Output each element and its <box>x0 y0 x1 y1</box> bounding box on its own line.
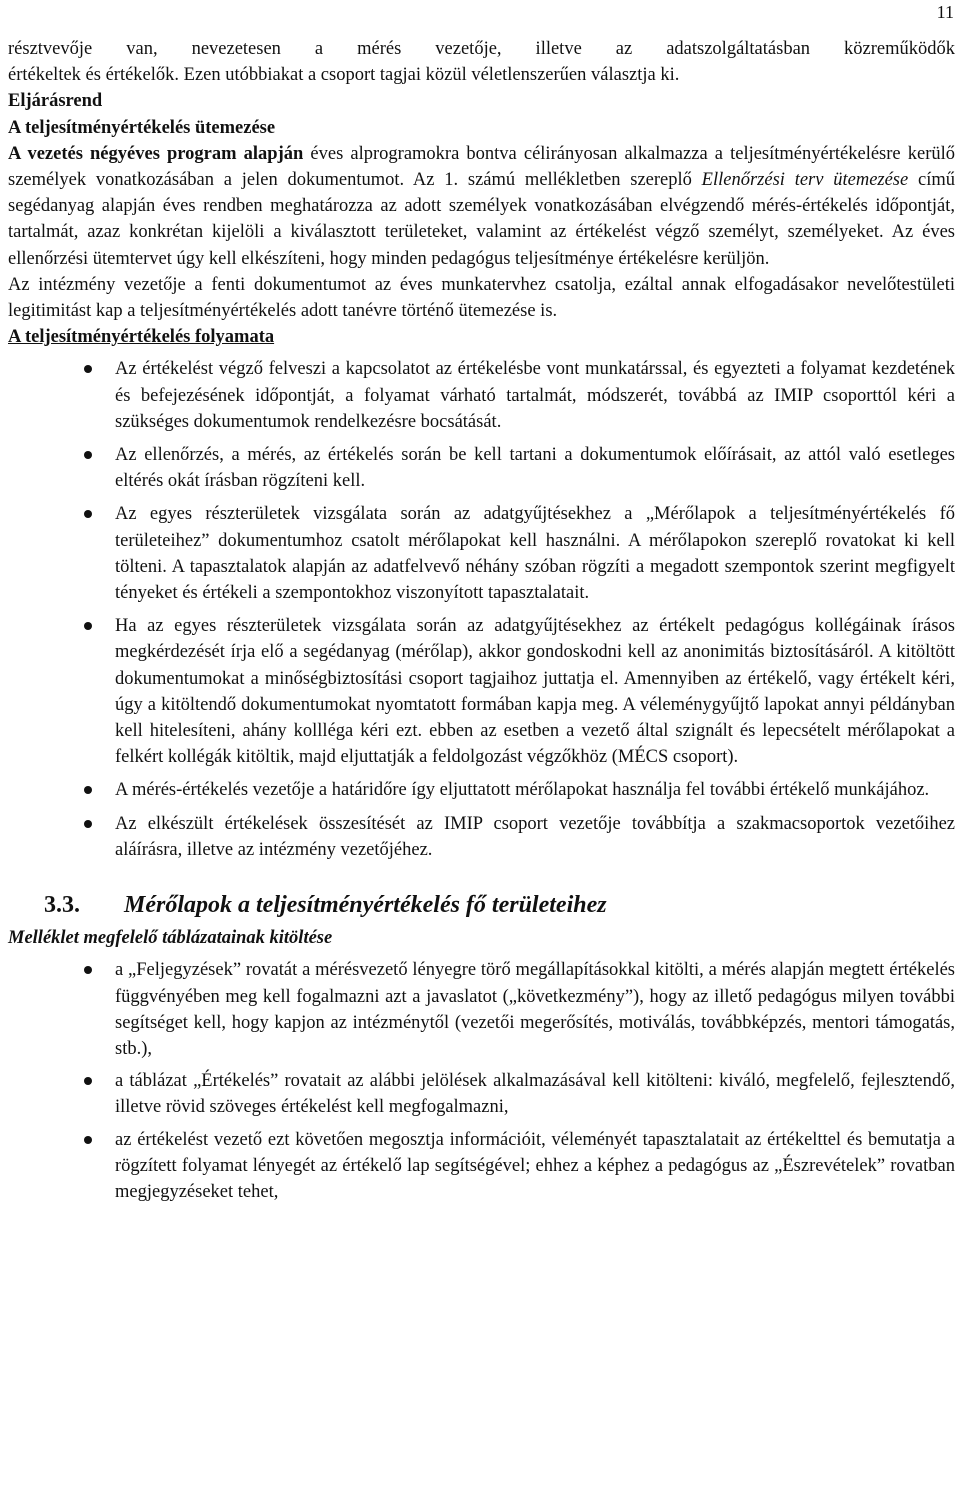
list-item: a „Feljegyzések” rovatát a mérésvezető lényegre törő megállapításokkal kitölti, a mérés alapján megtett értékelés függvényében meg kell fogalmazni azt a javaslatot („következmény”), hogy az illető pedagógus milyen további segítséget kell, hogy kapjon az intézménytől (vezetői megerősítés, motiválás, továbbképzés, mentori támogatás, stb.), <box>8 957 955 1062</box>
list-item: Az értékelést végző felveszi a kapcsolatot az értékelésbe vont munkatárssal, és egyezteti a folyamat kezdetének és befejezésének időpontját, a folyamat várható tartalmát, módszerét, továbbá az IMIP csoporttól kéri a szükséges dokumentumok rendelkezésre bocsátását. <box>8 356 955 435</box>
heading-folyamat: A teljesítményértékelés folyamata <box>8 327 275 348</box>
paragraph-text-end: című segédanyag alapján éves rendben meghatározza az adott személyek vonatkozásában elvégzendő mérés-értékelés időpontját, tartalmát, azaz konkrétan kijelöli a kiválasztott területeket, valamint az értékelést végző személyt, személyeket. Az éves ellenőrzési ütemtervet úgy kell elkészíteni, hogy minden pedagógus teljesítménye értékelésre kerüljön. <box>8 170 956 269</box>
bullet-icon <box>84 820 92 828</box>
list-item: Az egyes részterületek vizsgálata során az adatgyűjtésekhez a „Mérőlapok a teljesítményértékelés fő területeihez” dokumentumhoz csatolt mérőlapokat kell használni. A mérőlapokon szereplő rovatokat ki kell tölteni. A tapasztalatok alapján az adatfelvevő néhány szóban rögzíti a megadott szempontok szerint megfigyelt tényeket és értékeli a szempontokhoz viszonyított tapasztalatait. <box>8 501 955 606</box>
list-item: Az ellenőrzés, a mérés, az értékelés során be kell tartani a dokumentumok előírásait, az attól való esetleges eltérés okát írásban rögzíteni kell. <box>8 442 955 494</box>
paragraph-text: éves alprogramokra bontva célirányosan alkalmazza a teljesítményértékelésre kerülő személyek vonatkozásában a jelen dokumentumot. Az 1. számú mellékletben szereplő <box>8 143 955 191</box>
section-title: Mérőlapok a teljesítményértékelés fő területeihez <box>124 892 607 919</box>
heading-eljarasrend: Eljárásrend <box>8 91 103 112</box>
bullet-icon <box>84 365 92 373</box>
paragraph-munkaterv: Az intézmény vezetője a fenti dokumentumot az éves munkatervhez csatolja, ezáltal annak elfogadásakor nevelőtestületi legitimitást kap a teljesítményértékelés adott tanévre történő ütemezése is. <box>8 274 955 322</box>
list-item: Ha az egyes részterületek vizsgálata során az adatgyűjtésekhez az értékelt pedagógus kollégáinak írásos megkérdezését írja elő a segédanyag (mérőlap), akkor gondoskodni kell az anonimitás biztosításáról. A kitöltött dokumentumokat a minőségbiztosítási csoport tagjaihoz juttatja el. Amennyiben az értékelő, vagy értékelt kéri, úgy a kitöltendő dokumentumokat nyomtatott formában kapja meg. A véleménygyűjtő lapokat annyi példányban kell hitelesíteni, ahány kollléga kéri ezt. ebben az esetben a vezető által szignált és lepecsételt mérőlapokat a felkért kollégák kitöltik, majd eljuttatják a feldolgozást végzőkhöz (MÉCS csoport). <box>8 613 955 770</box>
bullet-icon <box>84 786 92 794</box>
paragraph-lead-bold: A vezetés négyéves program alapján <box>8 143 304 164</box>
bullet-icon <box>84 1077 92 1085</box>
list-item: Az elkészült értékelések összesítését az IMIP csoport vezetője továbbítja a szakmacsoportok vezetőihez aláírásra, illetve az intézmény vezetőjéhez. <box>8 811 955 863</box>
heading-utemezes: A teljesítményértékelés ütemezése <box>8 117 276 138</box>
intro-line-2: értékeltek és értékelők. Ezen utóbbiakat a csoport tagjai közül véletlenszerűen választja ki. <box>8 65 680 86</box>
document-body <box>8 36 955 1211</box>
section-number: 3.3. <box>44 892 80 919</box>
bullet-icon <box>84 622 92 630</box>
paragraph-utemezes <box>8 141 955 272</box>
bullet-icon <box>84 966 92 974</box>
process-list <box>8 356 955 863</box>
list-item: a táblázat „Értékelés” rovatait az alábbi jelölések alkalmazásával kell kitölteni: kiváló, megfelelő, fejlesztendő, illetve rövid szöveges értékelést kell megfogalmazni, <box>8 1068 955 1120</box>
list-item: az értékelést vezető ezt követően megosztja információit, véleményét tapasztalatait az értékelttel és bemutatja a rögzített folyamat lényegét az értékelő lap segítségével; ehhez a képhez a pedagógus az „Észrevételek” rovatban megjegyzéseket tehet, <box>8 1127 955 1206</box>
page-number: 11 <box>936 2 954 22</box>
bullet-icon <box>84 451 92 459</box>
section-heading <box>8 889 955 921</box>
list-item: A mérés-értékelés vezetője a határidőre így eljuttatott mérőlapokat használja fel további értékelő munkájához. <box>8 777 955 803</box>
instructions-list <box>8 957 955 1205</box>
sub-heading: Melléklet megfelelő táblázatainak kitöltése <box>8 928 333 949</box>
bullet-icon <box>84 1136 92 1144</box>
intro-line-1: résztvevője van, nevezetesen a mérés vezetője, illetve az adatszolgáltatásban közreműködők <box>8 39 955 59</box>
bullet-icon <box>84 510 92 518</box>
paragraph-italic-title: Ellenőrzési terv ütemezése <box>701 170 909 191</box>
